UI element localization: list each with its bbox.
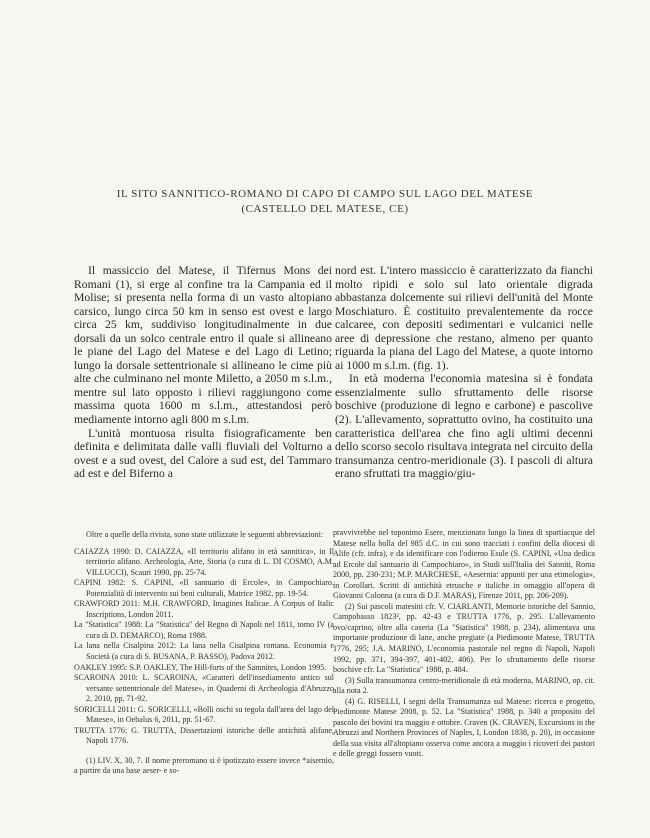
notes-spacer [74, 747, 334, 756]
abbreviation-entry: SORICELLI 2011: G. SORICELLI, «Bolli oschi su tegola dall'area del lago del Matese», in Oebalus 6, 2011, pp. 51-67. [74, 704, 334, 725]
abbreviation-entry: TRUTTA 1776: G. TRUTTA, Dissertazioni istoriche delle antichità alifane, Napoli 1776. [74, 725, 334, 746]
body-column-left [74, 264, 332, 481]
body-paragraph: nord est. L'intero massiccio è caratterizzato da fianchi molto ripidi e solo sul lato orientale digrada abbastanza dolcemente sui rilievi dell'unità del Monte Moschiaturo. È costituito prevalentemente da rocce calcaree, con depositi sedimentari e vulcanici nelle aree di depressione che restano, almeno per quanto riguarda la piana del Lago del Matese, a quote intorno ai 1000 m s.l.m. (fig. 1). [335, 264, 593, 372]
body-paragraph: L'unità montuosa risulta fisiograficamente ben definita e delimitata dalle valli fluviali del Volturno a ovest e a sud ovest, del Calore a sud est, del Tammaro ad est e del Biferno a [74, 426, 332, 481]
abbreviation-entry: CAIAZZA 1990: D. CAIAZZA, «Il territorio alifano in età sannitica», in Il territorio alifano. Archeologia, Arte, Storia (a cura di L. DI COSMO, A.M. VILLUCCI), Scauri 1990, pp. 25-74. [74, 546, 334, 577]
abbreviation-entry: La "Statistica" 1988: La "Statistica" del Regno di Napoli nel 1811, tomo IV (a cura di D. DEMARCO), Roma 1988. [74, 620, 334, 640]
footnote-1-continuation: pravvivrebbe nel toponimo Esere, menzionato lungo la linea di spartiacque del Matese nella bolla del 985 d.C. in cui sono tracciati i confini della diocesi di Alife (cfr. infra), e da identificare con l'odierno Esule (S. CAPINI, «Una dedica ad Ercole dal santuario di Campochiaro», in Studi sull'Italia dei Sanniti, Roma 2000, pp. 230-231; M.P. MARCHESE, «Aesernia: appunti per una etimologia», in Corollari. Scritti di antichità etrusche e italiche in omaggio all'opera di Giovanni Colonna (a cura di D.F. MARAS), Firenze 2011, pp. 206-209). [333, 528, 595, 601]
footnote-2: (2) Sui pascoli matesini cfr. V. CIARLANTI, Memorie istoriche del Sannio, Campobasso 1823², pp. 42-43 e TRUTTA 1776, p. 295. L'allevamento ovo/caprino, oltre alla caseria (La "Statistica" 1988, p. 234), alimentava una importante produzione di lane, anche pregiate (a Piedimonte Matese, TRUTTA 1776, 295; J.A. MARINO, L'economia pastorale nel regno di Napoli, Napoli 1992, pp. 371, 394-397, 401-402, 406). Per lo sfruttamento delle risorse boschive cfr. La "Statistica" 1988, p. 484. [333, 601, 595, 675]
abbreviation-entry: CRAWFORD 2011: M.H. CRAWFORD, Imagines Italicae. A Corpus of Italic Inscriptions, London 2011. [74, 599, 334, 619]
abbreviation-entry: SCAROINA 2010: L. SCAROINA, «Caratteri dell'insediamento antico sul versante settentrionale del Matese», in Quaderni di Archeologia d'Abruzzo 2, 2010, pp. 71-92. [74, 673, 334, 704]
footnote-4: (4) G. RISELLI, I segni della Transumanza sul Matese: ricerca e progetto, Piedimonte Matese 2008, p. 52. La "Statistica" 1988, p. 340 a proposito del pascolo dei bovini tra maggio e ottobre. Craven (K. CRAVEN, Excursions in the Abruzzi and Northern Provinces of Naples, I, London 1838, p. 20), in occasione della sua visita all'altopiano osserva come ancora a maggio i ricoveri dei pastori e delle greggi fossero vuoti. [333, 696, 595, 759]
notes-column-right [333, 528, 595, 760]
body-paragraph: In età moderna l'economia matesina si è fondata essenzialmente sullo sfruttamento delle risorse boschive (produzione di legno e carbone) e pascolive (2). L'allevamento, soprattutto ovino, ha costituito una caratteristica dell'area che fino agli ultimi decenni dello scorso secolo risultava integrata nel circuito della transumanza centro-meridionale (3). I pascoli di altura erano sfruttati tra maggio/giu- [335, 372, 593, 481]
footnote-1: (1) LIV. X, 30, 7. Il nome preromano si è ipotizzato essere invece *aisernio, a partire da una base aeser- e so- [74, 755, 334, 776]
abbreviation-entry: CAPINI 1982: S. CAPINI, «Il santuario di Ercole», in Campochiaro. Potenzialità di intervento sui beni culturali, Matrice 1982, pp. 19-54. [74, 578, 334, 598]
title-line-2: (CASTELLO DEL MATESE, CE) [241, 203, 409, 215]
article-title [40, 187, 610, 217]
abbreviation-entry: OAKLEY 1995: S.P. OAKLEY, The Hill-forts of the Samnites, London 1995. [74, 662, 327, 672]
body-paragraph: Il massiccio del Matese, il Tifernus Mons dei Romani (1), si erge al confine tra la Campania ed il Molise; si presenta nella forma di un vasto altopiano carsico, lungo circa 50 km in senso est ovest e largo circa 25 km, suddiviso longitudinalmente in due dorsali da un solco centrale entro il quale si allineano le piane del Lago del Matese e del Lago di Letino; lungo la dorsale settentrionale si allineano le cime più alte che culminano nel monte Miletto, a 2050 m s.l.m., mentre sul lato opposto i rilievi raggiungono come massima quota 1600 m s.l.m., attestandosi però mediamente intorno agli 800 m s.l.m. [74, 264, 332, 427]
footnote-3: (3) Sulla transumanza centro-meridionale di età moderna, MARINO, op. cit. alla nota 2. [333, 675, 595, 696]
abbreviations-intro: Oltre a quelle della rivista, sono state utilizzate le seguenti abbreviazioni: [86, 530, 324, 539]
notes-column-left [74, 530, 334, 777]
title-line-1: IL SITO SANNITICO-ROMANO DI CAPO DI CAMPO SUL LAGO DEL MATESE [116, 188, 534, 200]
abbreviation-entry: La lana nella Cisalpina 2012: La lana nella Cisalpina romana. Economia e Società (a cura di S. BUSANA, P. BASSO), Padova 2012. [74, 641, 334, 662]
body-column-right [335, 264, 593, 481]
